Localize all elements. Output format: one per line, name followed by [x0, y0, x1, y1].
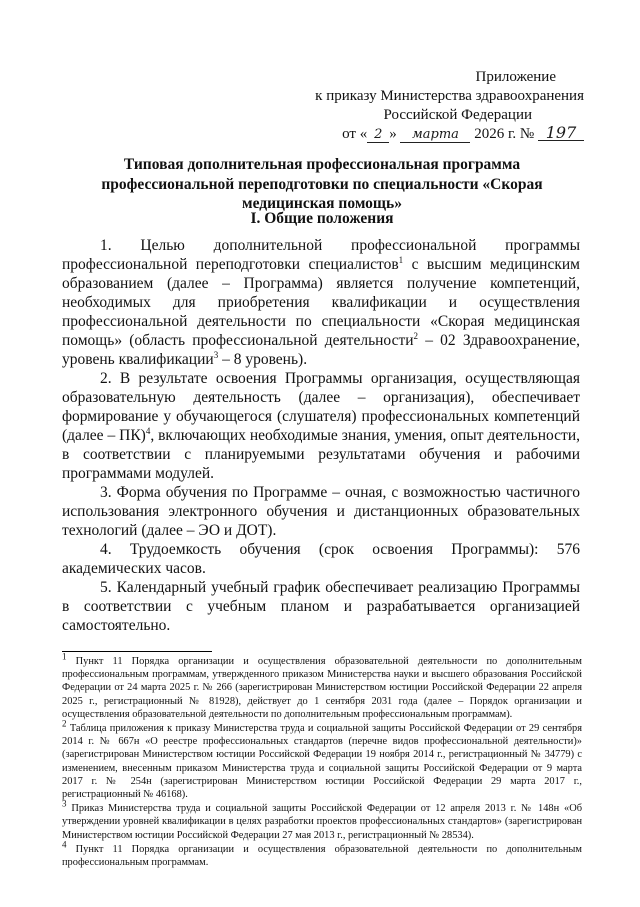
- footnote-1: [62, 651, 582, 721]
- footnote-4-text: Пункт 11 Порядка организации и осуществления образовательной деятельности по дополнительным профессиональным программам.: [62, 843, 582, 869]
- body-text: [62, 236, 580, 635]
- paragraph-3: 3. Форма обучения по Программе – очная, с возможностью частичного использования электронного обучения и дистанционных образовательных технологий (далее – ЭО и ДОТ).: [62, 484, 580, 539]
- footnote-2: [62, 718, 582, 801]
- annex-title: Приложение: [475, 69, 556, 85]
- date-prefix: от «: [342, 126, 368, 142]
- footnote-ref-4: 4: [145, 425, 151, 436]
- handwritten-month: марта: [400, 128, 470, 143]
- footnote-3: [62, 798, 582, 842]
- footnote-2-text: Таблица приложения к приказу Министерства труда и социальной защиты Российской Федерации от 29 сентября 2014 г. № 667н «О реестре профессиональных стандартов (перечне видов профессиональной деятельности)» (зарегистрирован Министерством юстиции Российской Федерации 19 ноября 2014 г., регистрационный № 34779) с изменением, внесенным приказом Министерства труда и социальной защиты Российской Федерации от 9 марта 2017 г. № 254н (зарегистрирован Министерством юстиции Российской Федерации 29 марта 2017 г., регистрационный № 46168).: [62, 723, 582, 801]
- footnote-1-text: Пункт 11 Порядка организации и осуществления образовательной деятельности по дополнительным профессиональным программам, утвержденного приказом Министерства науки и высшего образования Российской Федерации от 24 марта 2025 г. № 266 (зарегистрирован Министерством юстиции Российской Федерации 22 апреля 2025 г., регистрационный № 81928), действует до 1 сентября 2031 года (далее – Порядок организации и осуществления образовательной деятельности по дополнительным профессиональным программам).: [62, 656, 582, 720]
- paragraph-2-text-a: 2. В результате освоения Программы организация, осуществляющая образовательную деятельность (далее – организация), обеспечивает формирование у обучающегося (слушателя) профессиональных компетенций (далее – ПК): [62, 370, 580, 444]
- paragraph-1-text-a: 1. Целью дополнительной профессиональной программы профессиональной переподготовки специалистов: [62, 237, 580, 273]
- footnote-mark-3: 3: [62, 798, 67, 809]
- footnote-ref-2: 2: [413, 330, 419, 341]
- annex-header: [284, 68, 584, 144]
- paragraph-5: 5. Календарный учебный график обеспечивает реализацию Программы в соответствии с учебным планом и разрабатывается организацией самостоятельно.: [62, 579, 580, 634]
- paragraph-1-text-d: – 8 уровень).: [218, 351, 308, 368]
- paragraph-4: 4. Трудоемкость обучения (срок освоения Программы): 576 академических часов.: [62, 541, 580, 577]
- footnote-mark-1: 1: [62, 651, 67, 662]
- paragraph-1-text-b: с высшим медицинским образованием (далее – Программа) является получение компетенций, необходимых для приобретения квалификации и осуществления профессиональной деятельности по специальности «Скорая медицинская помощь» (область профессиональной деятельности: [62, 256, 580, 349]
- date-year: 2026 г. №: [474, 126, 535, 142]
- footnote-ref-1: 1: [398, 254, 404, 265]
- footnotes: [62, 651, 582, 870]
- annex-order-ref: к приказу Министерства здравоохранения: [315, 88, 584, 104]
- handwritten-day: 2: [367, 128, 389, 143]
- footnote-separator: [62, 651, 212, 652]
- paragraph-2-text-b: , включающих необходимые знания, умения, опыт деятельности, в соответствии с планируемыми результатами обучения и рабочими программами модулей.: [62, 427, 580, 482]
- footnote-mark-2: 2: [62, 718, 67, 729]
- section-heading: I. Общие положения: [250, 210, 394, 227]
- annex-country: Российской Федерации: [383, 107, 532, 123]
- handwritten-order-number: 197: [538, 126, 584, 141]
- footnote-3-text: Приказ Министерства труда и социальной защиты Российской Федерации от 12 апреля 2013 г. № 148н «Об утверждении уровней квалификации в целях разработки проектов профессиональных стандартов» (зарегистрирован Министерством юстиции Российской Федерации 27 мая 2013 г., регистрационный № 28534).: [62, 803, 582, 841]
- date-quote-close: »: [389, 126, 397, 142]
- paragraph-2: [62, 369, 580, 483]
- annex-date-line: [284, 125, 584, 144]
- footnote-4: [62, 839, 582, 869]
- paragraph-1: [62, 236, 580, 369]
- paragraph-1-text-c: – 02 Здравоохранение, уровень квалификации: [62, 332, 580, 368]
- footnote-mark-4: 4: [62, 839, 67, 850]
- program-title: Типовая дополнительная профессиональная программа профессиональной переподготовки по специальности «Скорая медицинская помощь»: [101, 156, 543, 212]
- footnote-ref-3: 3: [213, 349, 219, 360]
